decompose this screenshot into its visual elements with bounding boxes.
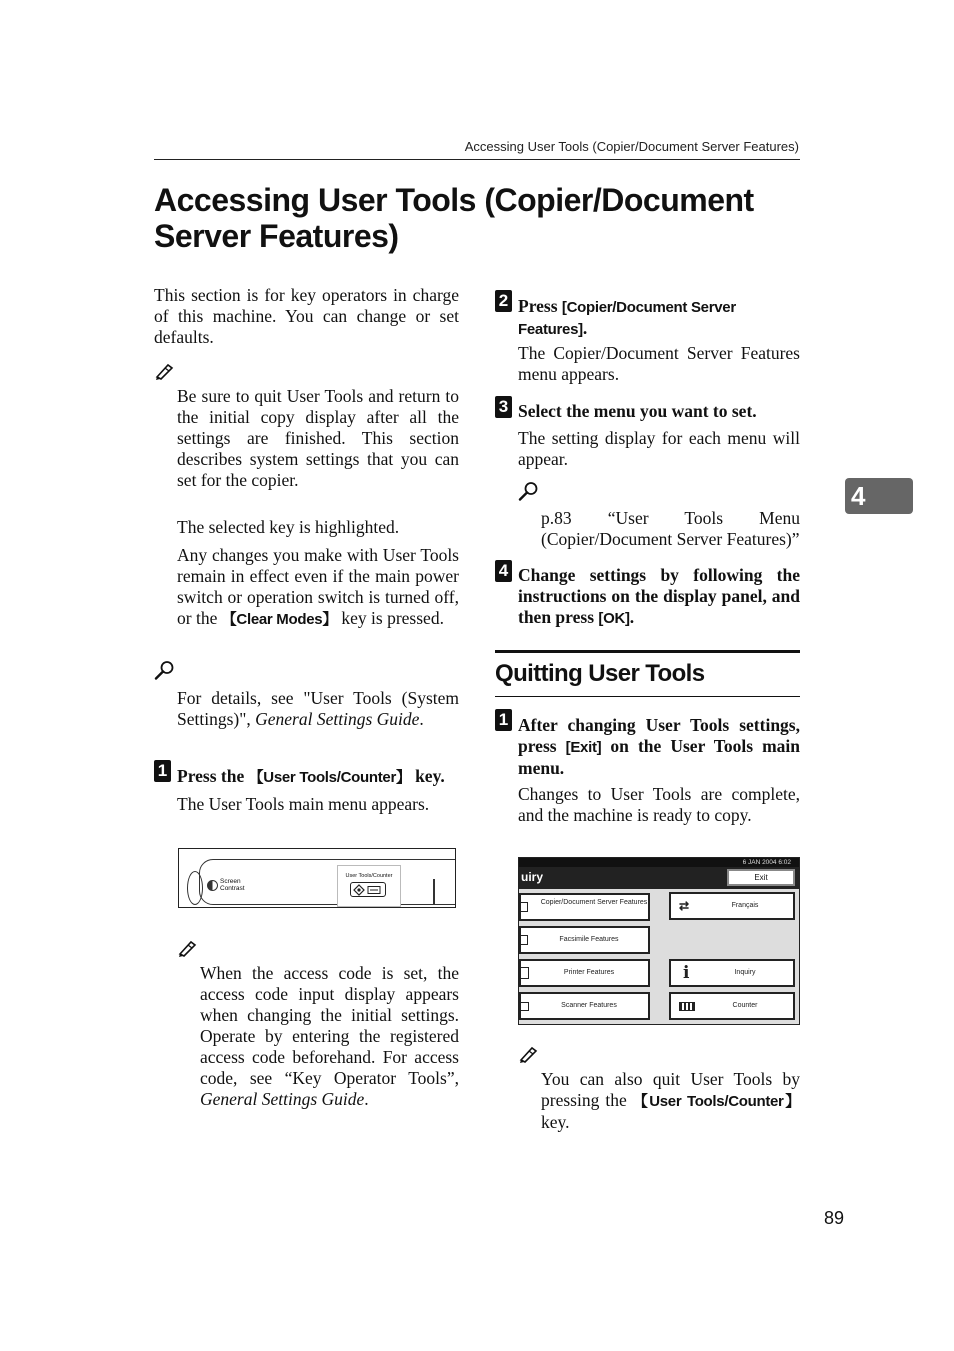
language-label: Français — [731, 902, 759, 909]
step3-instruction: Select the menu you want to set. — [518, 401, 757, 421]
copier-document-server-features-key-label: [Copier/Document Server Features] — [518, 299, 736, 338]
note1-p3-text-b: key is pressed. — [337, 608, 444, 628]
page-title — [154, 182, 754, 254]
step4-marker — [495, 560, 512, 582]
header-rule — [154, 159, 800, 160]
quit-step1-text-a: After changing User Tools settings, press — [518, 715, 800, 756]
page-title-line1: Accessing User Tools (Copier/Document — [154, 182, 754, 218]
facsimile-features-label: Facsimile Features — [559, 936, 619, 943]
panel-dial — [187, 871, 203, 905]
user-tools-icon — [351, 884, 384, 896]
counter-icon — [679, 1002, 695, 1011]
user-tools-counter-key-label-2: 【User Tools/Counter】 — [632, 1093, 800, 1110]
reference-magnifier-icon-2 — [518, 481, 540, 501]
facsimile-features-button[interactable] — [519, 926, 650, 954]
quit-step1-text-b: on the User Tools main menu. — [518, 736, 800, 778]
note-pencil-icon-3 — [518, 1045, 538, 1063]
counter-button[interactable] — [669, 992, 795, 1020]
step2-description: The Copier/Document Server Features menu appears. — [518, 343, 800, 384]
panel-right-bar — [433, 879, 435, 905]
step3-marker — [495, 396, 512, 418]
step2-number: 2 — [495, 290, 512, 312]
quit-step1-instruction — [518, 715, 800, 779]
step1-description: The User Tools main menu appears. — [177, 794, 430, 814]
section-rule-top — [495, 650, 800, 653]
step1-marker — [154, 760, 171, 782]
scanner-features-label: Scanner Features — [561, 1002, 617, 1009]
control-panel-illustration — [178, 848, 456, 908]
screen-contrast-label — [220, 878, 245, 892]
clear-modes-key-label: 【Clear Modes】 — [221, 611, 338, 628]
step4-text-a: Change settings by following the instructions on the display panel, and then press — [518, 565, 800, 627]
note2-guide-title: General Settings Guide — [200, 1089, 365, 1109]
printer-icon — [521, 967, 529, 979]
note1-p3-text-a: Any changes you make with User Tools remain in effect even if the main power switch or operation switch is turned off, or the — [177, 545, 459, 628]
step1-text-b: key. — [410, 766, 445, 786]
facsimile-icon — [521, 935, 528, 945]
language-icon: ⇄ — [679, 899, 690, 913]
chapter-tab — [845, 478, 913, 514]
user-tools-counter-label: User Tools/Counter — [345, 873, 393, 879]
step3-reference: p.83 “User Tools Menu (Copier/Document Server Features)” — [541, 508, 800, 549]
inquiry-label: Inquiry — [734, 969, 756, 976]
note-pencil-icon-2 — [177, 939, 197, 957]
counter-label: Counter — [732, 1002, 758, 1009]
ref1-text — [177, 688, 459, 730]
copier-document-server-features-label: Copier/Document Server Features — [540, 899, 648, 906]
screen-date: 6 JAN 2004 6:02 — [742, 859, 791, 866]
ref1-text-b: . — [419, 709, 424, 729]
reference-magnifier-icon — [154, 660, 176, 680]
note1-p1: Be sure to quit User Tools and return to the initial copy display after all the settings are finished. This section describes system settings that you can set for the copier. — [177, 386, 459, 490]
note-pencil-icon — [154, 362, 174, 380]
page-number: 89 — [824, 1208, 845, 1228]
page-title-line2: Server Features) — [154, 218, 399, 254]
step1-text-a: Press the — [177, 766, 249, 786]
note3-text-b: key. — [541, 1112, 570, 1132]
scanner-icon — [521, 1002, 529, 1011]
quit-step1-number: 1 — [495, 709, 512, 731]
note2-text-b: . — [364, 1089, 369, 1109]
note3-text — [541, 1069, 800, 1133]
screen-exit-button[interactable]: Exit — [727, 869, 795, 886]
chapter-number: 4 — [851, 481, 866, 511]
quit-step1-description: Changes to User Tools are complete, and the machine is ready to copy. — [518, 784, 800, 825]
user-tools-counter-button[interactable] — [350, 882, 386, 897]
language-button[interactable] — [669, 892, 795, 920]
step2-text-b: . — [582, 318, 588, 338]
ok-key-label: [OK] — [598, 610, 630, 627]
screen-contrast-line2: Contrast — [220, 885, 245, 892]
copier-document-server-features-button[interactable] — [519, 893, 650, 921]
step1-number: 1 — [154, 760, 171, 782]
user-tools-screen-illustration — [518, 857, 800, 1025]
note1-p2: The selected key is highlighted. — [177, 517, 400, 537]
step4-number: 4 — [495, 560, 512, 582]
quit-step1-marker — [495, 709, 512, 731]
step4-text-b: . — [629, 607, 635, 627]
ref1-guide-title: General Settings Guide — [255, 709, 420, 729]
section-heading: Quitting User Tools — [495, 660, 705, 687]
step3-description: The setting display for each menu will appear. — [518, 428, 800, 469]
printer-features-label: Printer Features — [563, 969, 615, 976]
step1-instruction — [177, 766, 467, 788]
intro-text: This section is for key operators in charge of this machine. You can change or set defaults. — [154, 285, 459, 347]
step2-instruction — [518, 296, 800, 340]
section-rule-bottom — [495, 696, 800, 697]
running-header: Accessing User Tools (Copier/Document Server Features) — [464, 139, 799, 154]
info-icon: i — [683, 963, 690, 983]
step2-marker — [495, 290, 512, 312]
copier-icon — [521, 902, 528, 912]
note2-text — [200, 963, 459, 1110]
note1-p3 — [177, 545, 459, 630]
inquiry-button[interactable] — [669, 959, 795, 987]
printer-features-button[interactable] — [519, 959, 650, 987]
user-tools-counter-key-label: 【User Tools/Counter】 — [248, 769, 411, 786]
screen-contrast-icon — [207, 880, 218, 891]
note3-text-a: You can also quit User Tools by pressing the — [541, 1069, 800, 1110]
exit-key-label: [Exit] — [565, 739, 602, 756]
screen-contrast-line1: Screen — [220, 878, 241, 885]
scanner-features-button[interactable] — [519, 992, 650, 1020]
note2-text-a: When the access code is set, the access code input display appears when changing the initial settings. Operate by entering the registered access code beforehand. For access code, see “Key Operator Tools”, — [200, 963, 459, 1088]
screen-title: uiry — [521, 870, 544, 884]
step3-number: 3 — [495, 396, 512, 418]
step2-text-a: Press — [518, 296, 562, 316]
ref1-text-a: For details, see "User Tools (System Settings)", — [177, 688, 459, 729]
step4-instruction — [518, 565, 800, 629]
